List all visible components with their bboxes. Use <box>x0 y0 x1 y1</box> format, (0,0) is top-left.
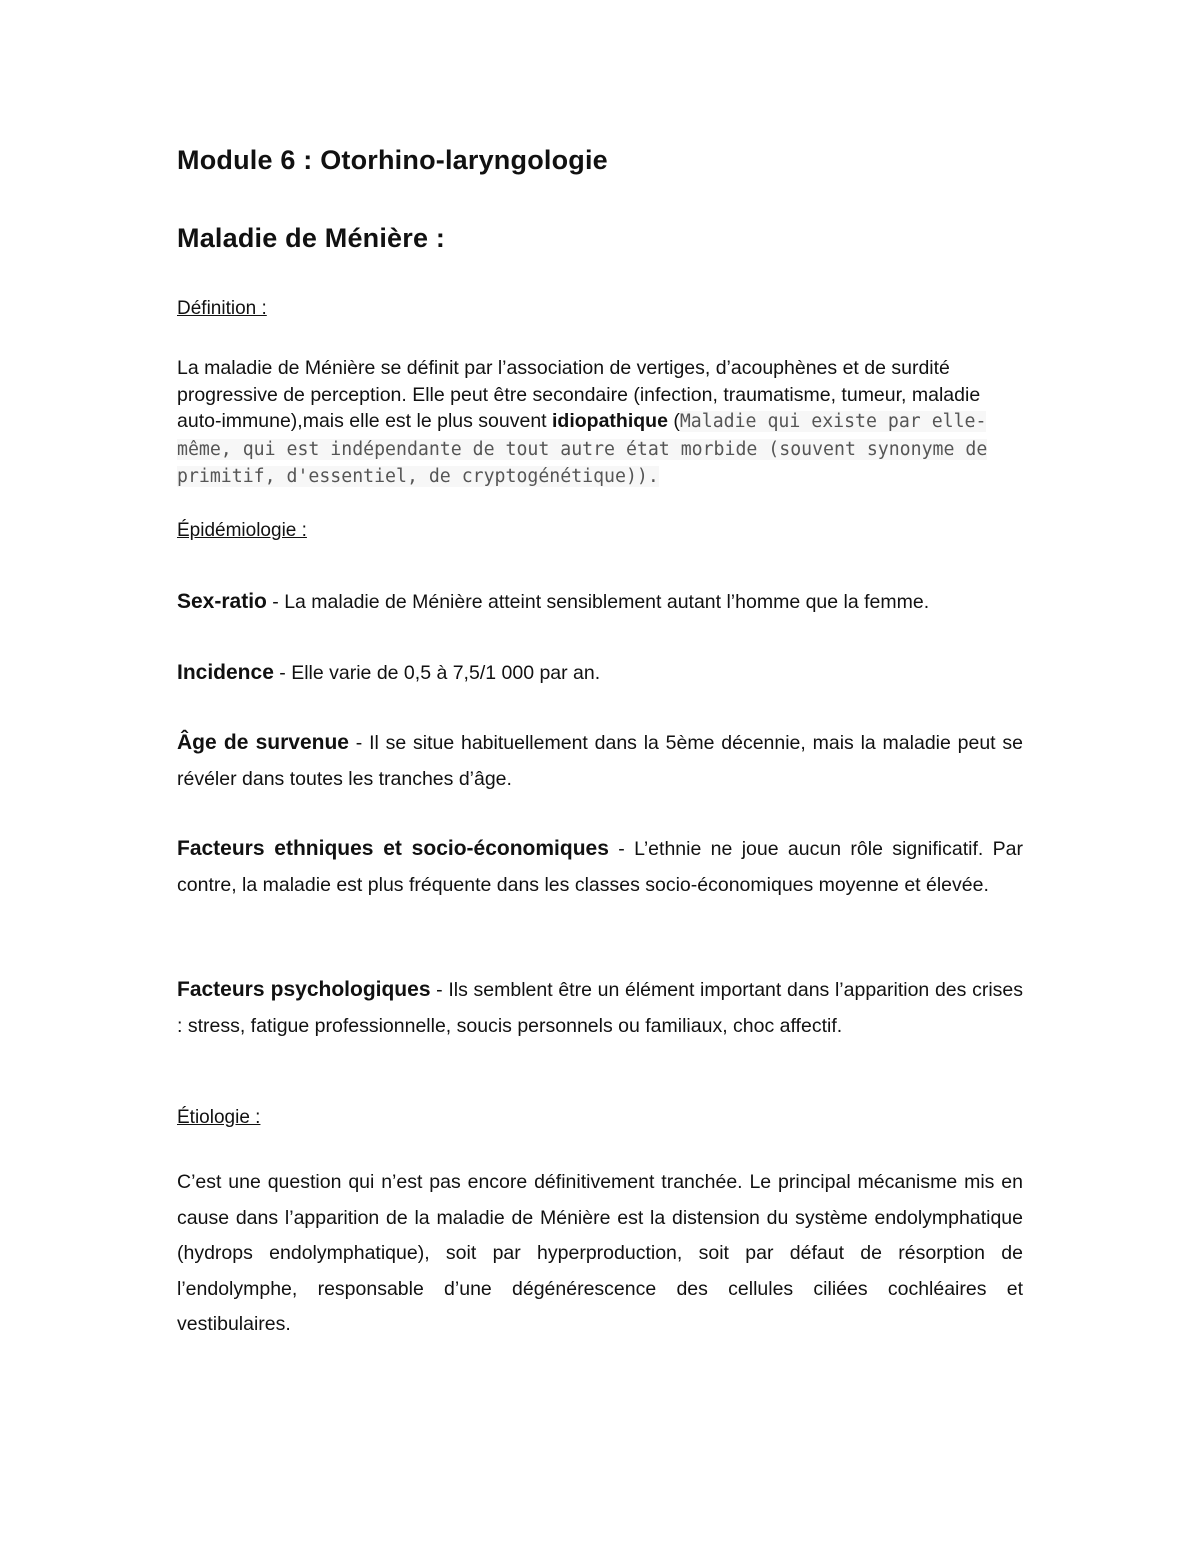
epidemiology-text: - La maladie de Ménière atteint sensiblement autant l’homme que la femme. <box>266 591 930 613</box>
definition-heading: Définition : <box>177 298 267 319</box>
epidemiology-text: - Elle varie de 0,5 à 7,5/1 000 par an. <box>273 662 601 684</box>
epidemiology-term: Âge de survenue <box>177 731 349 754</box>
definition-term-idiopathique: idiopathique <box>552 410 668 432</box>
epidemiology-item <box>177 655 1023 692</box>
definition-text-part1: La maladie de Ménière se définit par l’association de vertiges, d’acouphènes et de surdité progressive de perception. Elle peut être secondaire (infection, traumatisme, tumeur, maladie auto-immune),mais elle est le plus souvent <box>177 357 981 432</box>
disease-title: Maladie de Ménière : <box>177 223 446 253</box>
module-title: Module 6 : Otorhino-laryngologie <box>177 145 608 175</box>
epidemiology-heading: Épidémiologie : <box>177 520 307 541</box>
etiology-heading: Étiologie : <box>177 1107 261 1128</box>
definition-quote: Maladie qui existe par elle-même, qui est indépendante de tout autre état morbide (souvent synonyme de primitif, d'essentiel, de cryptogénétique)). <box>177 411 988 487</box>
epidemiology-text: - L’ethnie ne joue aucun rôle significatif. Par contre, la maladie est plus fréquente dans les classes socio-économiques moyenne et élevée. <box>177 838 1023 896</box>
epidemiology-text: - Il se situe habituellement dans la 5ème décennie, mais la maladie peut se révéler dans toutes les tranches d’âge. <box>177 732 1023 790</box>
epidemiology-term: Sex-ratio <box>177 590 267 613</box>
etiology-paragraph: C’est une question qui n’est pas encore définitivement tranchée. Le principal mécanisme mis en cause dans l’apparition de la maladie de Ménière est la distension du système endolymphatique (hydrops endolymphatique), soit par hyperproduction, soit par défaut de résorption de l’endolymphe, responsable d’une dégénérescence des cellules ciliées cochléaires et vestibulaires. <box>177 1171 1023 1335</box>
definition-text-part2: ( <box>667 410 680 432</box>
epidemiology-term: Facteurs ethniques et socio-économiques <box>177 837 609 860</box>
epidemiology-term: Incidence <box>177 661 274 684</box>
epidemiology-item <box>177 972 1023 1044</box>
epidemiology-item <box>177 831 1023 903</box>
epidemiology-term: Facteurs psychologiques <box>177 978 431 1001</box>
epidemiology-text: - Ils semblent être un élément important dans l’apparition des crises : stress, fatigue professionnelle, soucis personnels ou familiaux, choc affectif. <box>177 979 1023 1037</box>
epidemiology-item <box>177 584 1023 621</box>
epidemiology-item <box>177 725 1023 797</box>
definition-paragraph <box>177 355 1023 491</box>
